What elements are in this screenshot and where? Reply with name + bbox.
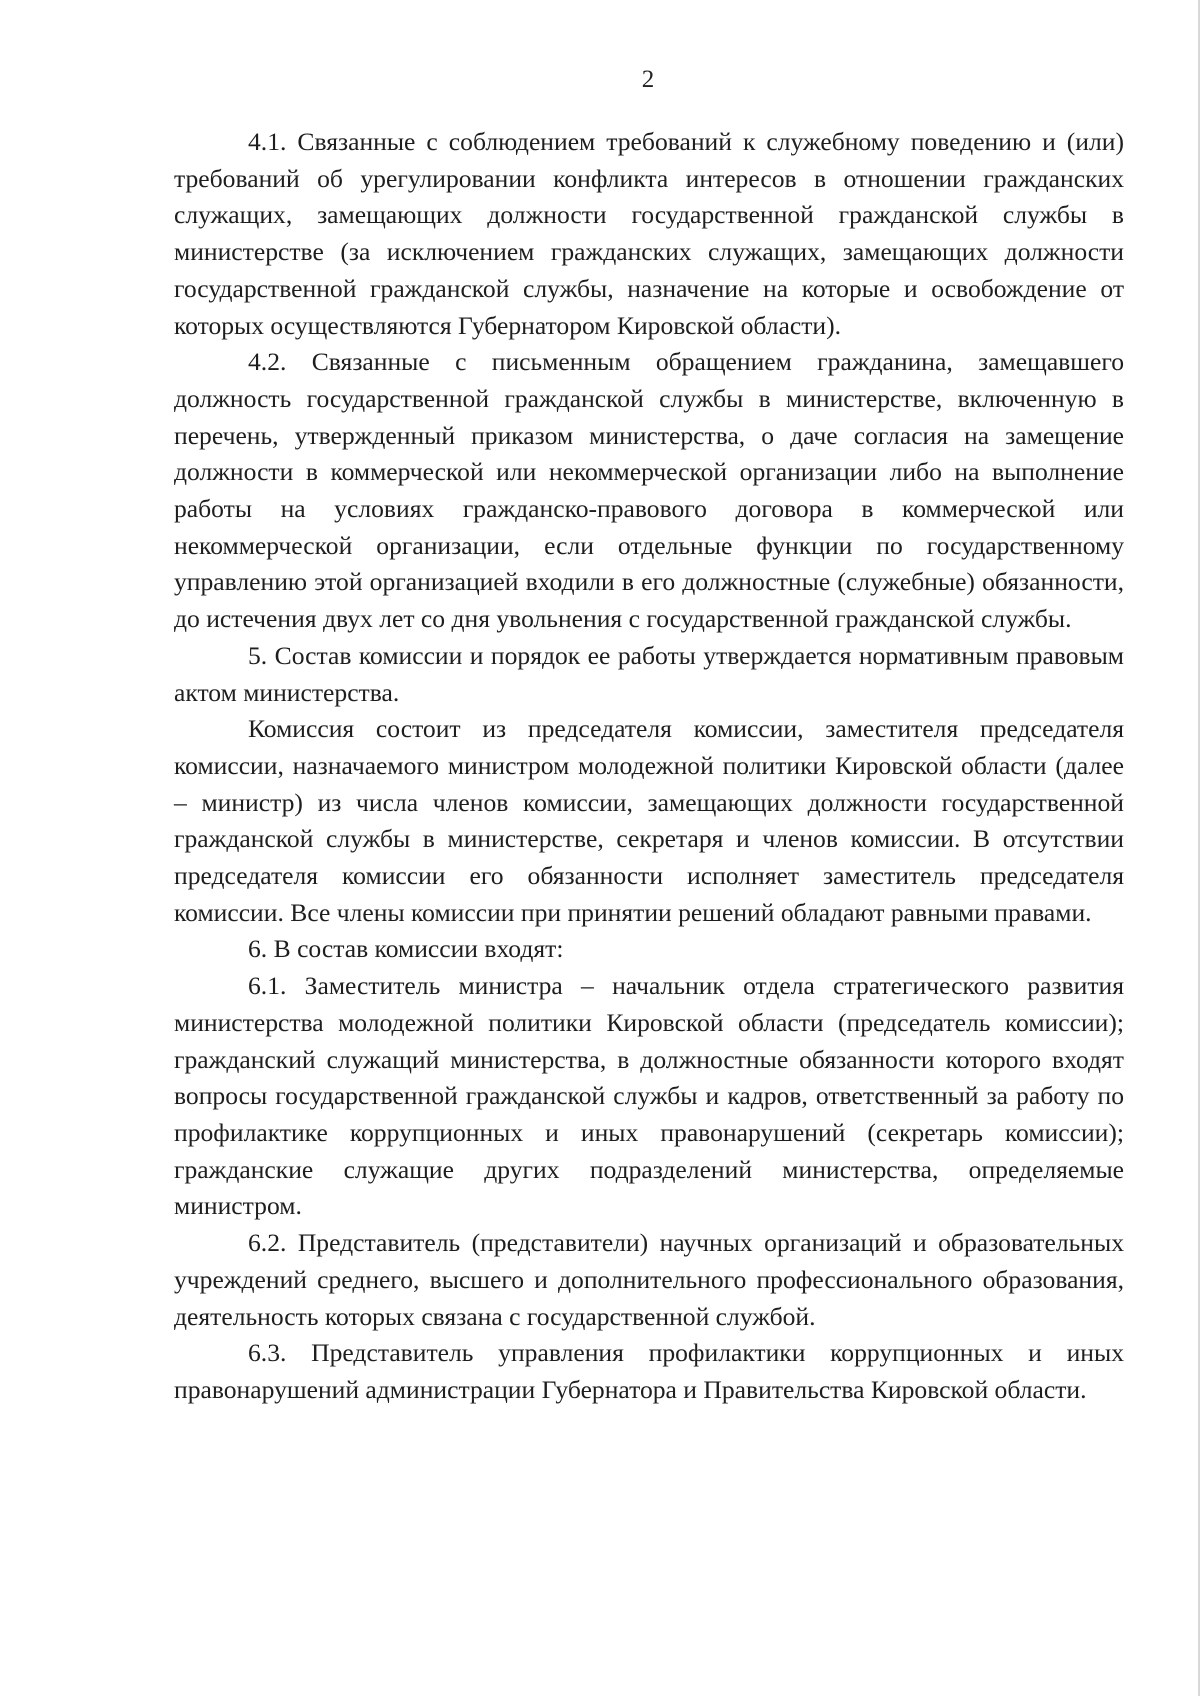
- paragraph-6-3: 6.3. Представитель управления профилактики коррупционных и иных правонарушений администрации Губернатора и Правительства Кировской области.: [174, 1338, 1124, 1404]
- paragraph-commission-composition: Комиссия состоит из председателя комиссии, заместителя председателя комиссии, назначаемого министром молодежной политики Кировской области (далее – министр) из числа членов комиссии, замещающих должности государственной гражданской службы в министерстве, секретаря и членов комиссии. В отсутствии председателя комиссии его обязанности исполняет заместитель председателя комиссии. Все члены комиссии при принятии решений обладают равными правами.: [174, 714, 1124, 927]
- paragraph-4-2: 4.2. Связанные с письменным обращением гражданина, замещавшего должность государственной гражданской службы в министерстве, включенную в перечень, утвержденный приказом министерства, о даче согласия на замещение должности в коммерческой или некоммерческой организации либо на выполнение работы на условиях гражданско-правового договора в коммерческой или некоммерческой организации, если отдельные функции по государственному управлению этой организацией входили в его должностные (служебные) обязанности, до истечения двух лет со дня увольнения с государственной гражданской службы.: [174, 347, 1124, 634]
- paragraph-5: 5. Состав комиссии и порядок ее работы утверждается нормативным правовым актом министерства.: [174, 640, 1124, 707]
- paragraph-6: 6. В состав комиссии входят:: [248, 934, 564, 964]
- document-body: [174, 124, 1124, 1409]
- paragraph-6-2: 6.2. Представитель (представители) научных организаций и образовательных учреждений среднего, высшего и дополнительного профессионального образования, деятельность которых связана с государственной службой.: [174, 1228, 1124, 1331]
- paragraph-4-1: 4.1. Связанные с соблюдением требований к служебному поведению и (или) требований об урегулировании конфликта интересов в отношении гражданских служащих, замещающих должности государственной гражданской службы в министерстве (за исключением гражданских служащих, замещающих должности государственной гражданской службы, назначение на которые и освобождение от которых осуществляются Губернатором Кировской области).: [174, 127, 1124, 340]
- paragraph-6-1: 6.1. Заместитель министра – начальник отдела стратегического развития министерства молодежной политики Кировской области (председатель комиссии); гражданский служащий министерства, в должностные обязанности которого входят вопросы государственной гражданской службы и кадров, ответственный за работу по профилактике коррупционных и иных правонарушений (секретарь комиссии); гражданские служащие других подразделений министерства, определяемые министром.: [174, 971, 1124, 1221]
- page-number: 2: [641, 66, 655, 93]
